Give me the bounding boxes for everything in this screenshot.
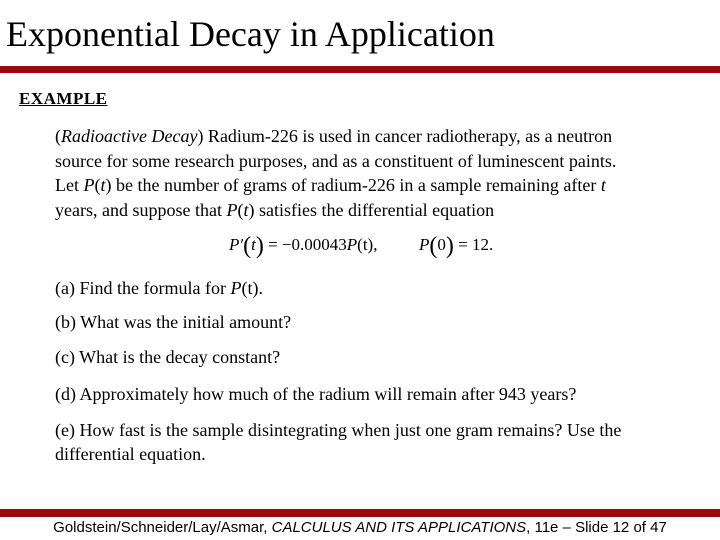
equation-rhs-arg: (t),	[357, 235, 378, 254]
question-text	[55, 276, 705, 300]
question-text: differential equation.	[55, 444, 206, 464]
question-text: (d) Approximately how much of the radium will remain after 943 years?	[55, 384, 577, 404]
var-P: P	[230, 278, 242, 298]
initial-condition	[419, 231, 493, 260]
var-t: t	[243, 199, 249, 220]
intro-text: ) Radium-226 is used in cancer radiotherapy, as a neutron	[197, 126, 613, 146]
question-a	[55, 276, 705, 300]
footer-divider-bar	[0, 509, 720, 517]
question-text: (c) What is the decay constant?	[55, 347, 281, 367]
var-P: P	[83, 175, 95, 195]
question-end: .	[258, 278, 263, 298]
intro-line-2: source for some research purposes, and as a constituent of luminescent paints.	[55, 150, 617, 171]
question-label: (a) Find the formula for	[55, 278, 231, 298]
question-text: (b) What was the initial amount?	[55, 312, 292, 332]
paren: (	[243, 233, 252, 259]
intro-text: years, and suppose that	[55, 199, 227, 220]
question-text: (e) How fast is the sample disintegrating when just one gram remains? Use the	[55, 420, 622, 440]
intro-text: ) satisfies the differential equation	[248, 199, 495, 220]
ic-arg: 0	[437, 235, 446, 254]
equation-coefficient: = −0.00043	[263, 235, 347, 254]
var-P: P	[346, 235, 358, 254]
example-heading: EXAMPLE	[19, 89, 108, 108]
footer-slide-number: , 11e – Slide 12 of 47	[526, 519, 667, 536]
slide-title: Exponential Decay in Application	[6, 14, 495, 54]
paren: (	[429, 233, 438, 259]
intro-line-3	[55, 173, 695, 198]
var-t: t	[600, 175, 606, 195]
topic-label: Radioactive Decay	[61, 126, 198, 146]
paren: )	[445, 233, 454, 259]
paren-open: (	[55, 126, 61, 146]
paren: (	[94, 175, 101, 195]
intro-line-1	[55, 124, 695, 149]
question-d	[55, 382, 705, 406]
question-arg: (t)	[241, 278, 259, 298]
intro-text: Let	[55, 175, 84, 195]
footer-authors: Goldstein/Schneider/Lay/Asmar,	[53, 519, 272, 536]
var-P: P	[419, 235, 430, 254]
paren: (	[237, 199, 244, 220]
title-divider-bar	[0, 66, 720, 73]
question-b	[55, 310, 705, 334]
var-t: t	[100, 175, 106, 195]
var-P: P	[226, 199, 238, 220]
slide-footer	[0, 517, 720, 539]
var-t: t	[251, 235, 256, 254]
question-e	[55, 418, 705, 466]
intro-text: ) be the number of grams of radium-226 in a sample remaining after	[105, 175, 601, 195]
paren: )	[255, 233, 264, 259]
equation-lhs	[229, 231, 377, 260]
intro-line-4	[55, 198, 695, 223]
derivative-function: P′	[229, 235, 244, 254]
example-intro	[55, 124, 695, 222]
question-c	[55, 345, 705, 369]
footer-book-title: CALCULUS AND ITS APPLICATIONS	[271, 519, 527, 536]
differential-equation	[229, 231, 529, 261]
ic-value: = 12.	[453, 235, 494, 254]
